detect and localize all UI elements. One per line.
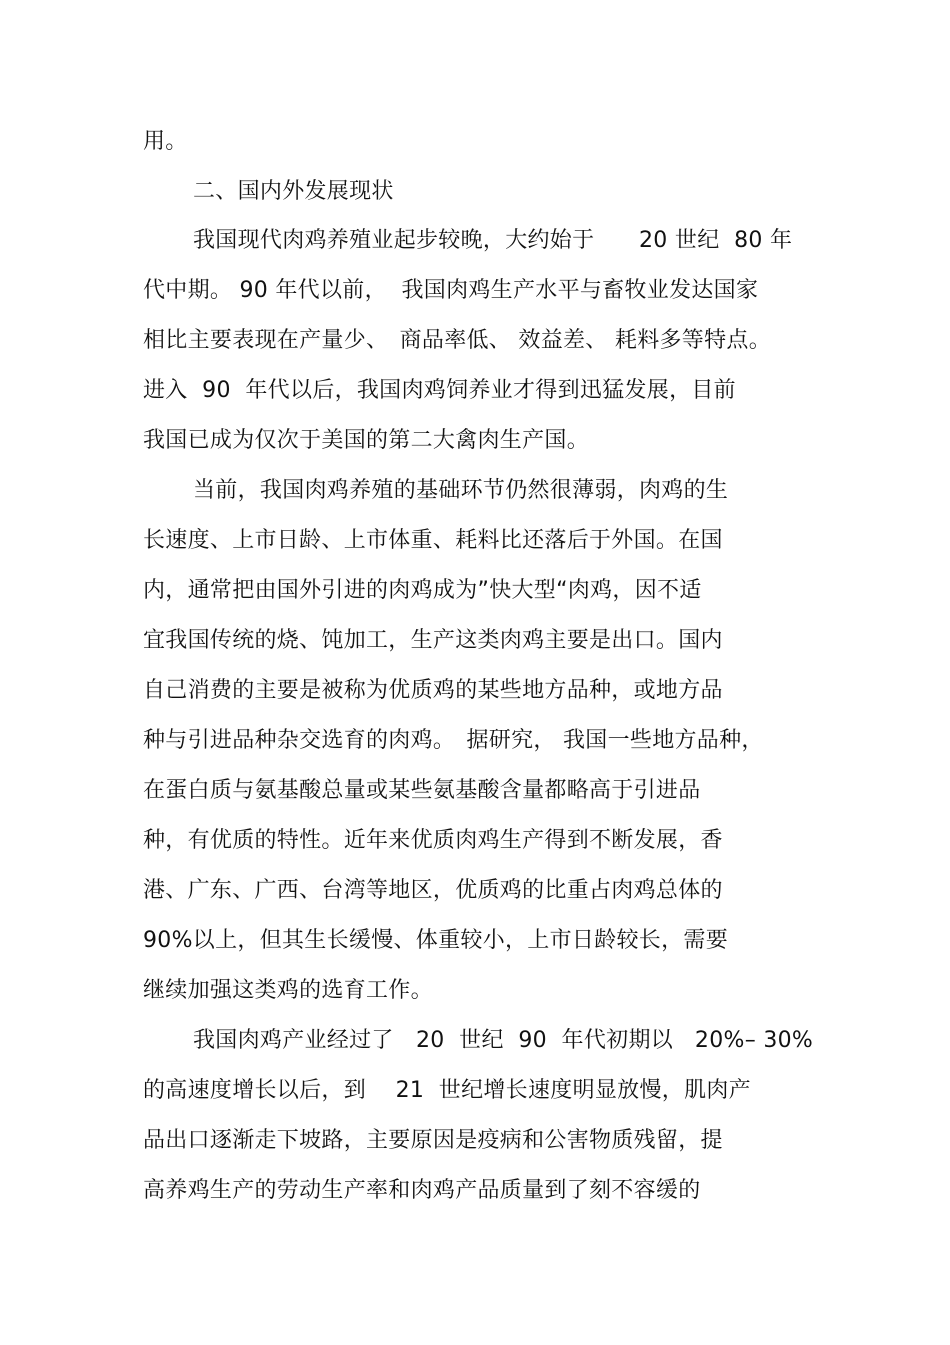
text-line-7: 我国已成为仅次于美国的第二大禽肉生产国。 bbox=[143, 428, 590, 453]
text-line-5: 相比主要表现在产量少、 商品率低、 效益差、 耗料多等特点。 bbox=[143, 328, 771, 353]
section-heading: 二、国内外发展现状 bbox=[193, 179, 394, 204]
text-line-18: 继续加强这类鸡的选育工作。 bbox=[143, 978, 433, 1003]
text-line-22: 高养鸡生产的劳动生产率和肉鸡产品质量到了刻不容缓的 bbox=[143, 1178, 701, 1203]
text-line-21: 品出口逐渐走下坡路，主要原因是疫病和公害物质残留，提 bbox=[143, 1128, 723, 1153]
text-line-8: 当前，我国肉鸡养殖的基础环节仍然很薄弱，肉鸡的生 bbox=[193, 478, 729, 503]
text-line-12: 自己消费的主要是被称为优质鸡的某些地方品种，或地方品 bbox=[143, 678, 723, 703]
text-line-15: 种，有优质的特性。近年来优质肉鸡生产得到不断发展，香 bbox=[143, 828, 723, 853]
text-line-4: 代中期。 90 年代以前， 我国肉鸡生产水平与畜牧业发达国家 bbox=[143, 278, 759, 303]
text-line-20: 的高速度增长以后，到 21 世纪增长速度明显放慢，肌肉产 bbox=[143, 1078, 751, 1103]
text-line-6: 进入 90 年代以后，我国肉鸡饲养业才得到迅猛发展，目前 bbox=[143, 378, 736, 403]
text-line-3: 我国现代肉鸡养殖业起步较晚，大约始于 20 世纪 80 年 bbox=[193, 228, 793, 253]
text-line-16: 港、广东、广西、台湾等地区，优质鸡的比重占肉鸡总体的 bbox=[143, 878, 723, 903]
text-line-9: 长速度、上市日龄、上市体重、耗料比还落后于外国。在国 bbox=[143, 528, 723, 553]
text-line-19: 我国肉鸡产业经过了 20 世纪 90 年代初期以 20%– 30% bbox=[193, 1028, 814, 1053]
text-line-13: 种与引进品种杂交选育的肉鸡。 据研究， 我国一些地方品种， bbox=[143, 728, 764, 753]
text-line-11: 宜我国传统的烧、饨加工，生产这类肉鸡主要是出口。国内 bbox=[143, 628, 723, 653]
text-line-1: 用。 bbox=[143, 129, 188, 154]
text-line-14: 在蛋白质与氨基酸总量或某些氨基酸含量都略高于引进品 bbox=[143, 778, 701, 803]
text-line-17: 90%以上，但其生长缓慢、体重较小，上市日龄较长，需要 bbox=[143, 928, 728, 953]
text-line-10: 内，通常把由国外引进的肉鸡成为”快大型“肉鸡，因不适 bbox=[143, 578, 702, 603]
